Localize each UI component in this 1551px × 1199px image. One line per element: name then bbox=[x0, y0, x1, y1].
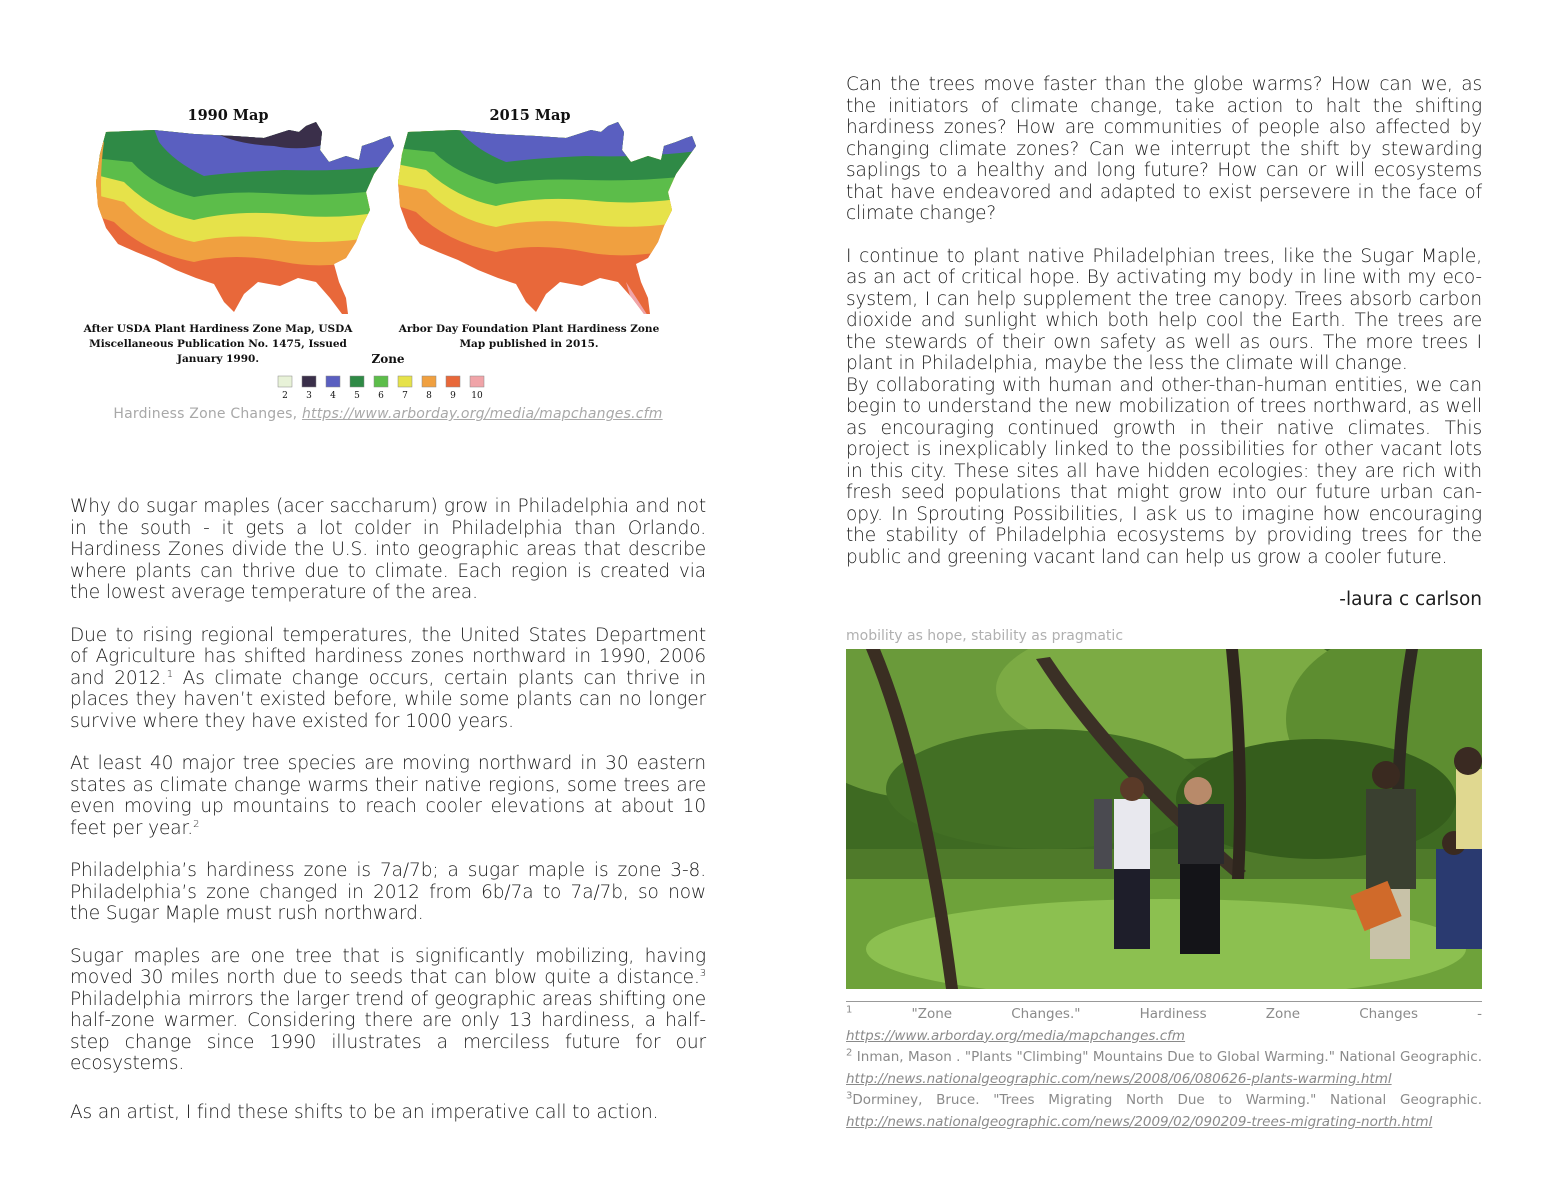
map-2015-note-line-1: Arbor Day Foundation Plant Hardiness Zone bbox=[398, 323, 660, 335]
footnote-3 bbox=[846, 1090, 1482, 1133]
zone-swatch-4 bbox=[326, 376, 340, 387]
map-1990-note-line-1: After USDA Plant Hardiness Zone Map, USDA bbox=[83, 323, 353, 335]
footnote-2-number: 2 bbox=[846, 1047, 853, 1059]
map-1990 bbox=[84, 102, 404, 322]
zone-label-7: 7 bbox=[402, 391, 408, 401]
forest-group-photo bbox=[846, 649, 1482, 989]
zone-legend-title: Zone bbox=[371, 352, 405, 366]
paragraph-mobilizing-a: Sugar maples are one tree that is significantly mobilizing, having moved 30 miles north due to seeds that can blow quite a distance. bbox=[70, 945, 706, 988]
figure-caption-link[interactable]: https://www.arborday.org/media/mapchanges.cfm bbox=[301, 406, 663, 422]
photo-figure bbox=[846, 628, 1482, 1133]
hardiness-maps-image bbox=[70, 96, 706, 406]
footnote-2-text: Inman, Mason . "Plants "Climbing" Mountains Due to Global Warming." National Geographic. bbox=[852, 1049, 1482, 1065]
zone-label-4: 4 bbox=[330, 391, 336, 401]
zone-label-2: 2 bbox=[282, 391, 288, 401]
footnote-1 bbox=[846, 1004, 1482, 1047]
map-2015-title: 2015 Map bbox=[489, 107, 571, 124]
paragraph-tree-species-text: At least 40 major tree species are moving northward in 30 eastern states as climate change warms their native regions, some trees are even moving up mountains to reach cooler elevations at about 10 feet per year. bbox=[70, 753, 706, 839]
zone-swatch-9 bbox=[446, 376, 460, 387]
map-1990-note-line-3: January 1990. bbox=[176, 353, 260, 365]
map-2015-note-line-2: Map published in 2015. bbox=[459, 338, 599, 350]
map-1990-note-line-2: Miscellaneous Publication No. 1475, Issued bbox=[89, 338, 347, 350]
zone-swatch-8 bbox=[422, 376, 436, 387]
paragraph-mobilizing bbox=[70, 946, 706, 1075]
footnote-2-link[interactable]: http://news.nationalgeographic.com/news/2008/06/080626-plants-warming.html bbox=[846, 1070, 1392, 1087]
left-text-column bbox=[70, 496, 706, 1123]
paragraph-rising-temperatures-a: Due to rising regional temperatures, the United States Department of Agriculture has shifted hardiness zones northward in 1990, 2006 and 2012. bbox=[70, 624, 706, 689]
footnote-ref-2: 2 bbox=[193, 818, 200, 830]
footnote-divider bbox=[846, 1001, 1482, 1002]
zone-label-8: 8 bbox=[426, 391, 432, 401]
zone-swatch-3 bbox=[302, 376, 316, 387]
zone-swatch-6 bbox=[374, 376, 388, 387]
map-1990-title: 1990 Map bbox=[187, 107, 269, 124]
paragraph-call-to-action: As an artist, I find these shifts to be an imperative call to action. bbox=[70, 1101, 659, 1123]
right-text-column bbox=[846, 74, 1482, 610]
zone-swatch-5 bbox=[350, 376, 364, 387]
footnote-3-number: 3 bbox=[846, 1090, 853, 1102]
footnote-3-text: Dorminey, Bruce. "Trees Migrating North Due to Warming." National Geographic. bbox=[852, 1092, 1482, 1108]
footnote-1-number: 1 bbox=[846, 1004, 853, 1016]
zone-swatch-7 bbox=[398, 376, 412, 387]
paragraph-questions: Can the trees move faster than the globe warms? How can we, as the initiators of climate change, take action to halt the shifting hardiness zones? How are communities of people also affected by changing climate zones? Can we interrupt the shift by stewarding saplings to a healthy and long future? How can or will ecosystems that have endeavored and adapted to exist persevere in the face of climate change? bbox=[846, 74, 1482, 224]
paragraph-rising-temperatures bbox=[70, 625, 706, 733]
paragraph-rising-temperatures-b: As climate change occurs, certain plants can thrive in places they haven’t existed before, while some plants can no longer survive where they have existed for 1000 years. bbox=[70, 667, 707, 732]
zone-swatch-10 bbox=[470, 376, 484, 387]
footnote-3-link[interactable]: http://news.nationalgeographic.com/news/2009/02/090209-trees-migrating-north.html bbox=[846, 1113, 1433, 1130]
paragraph-collaborating: By collaborating with human and other-than-human entities, we can begin to understand the new mobilization of trees northward, as well as encouraging continued growth in their native climates. This project is inexplicably linked to the possibilities for other vacant lots in this city. These sites all have hidden ecologies: they are rich with fresh seed populations that might grow into our future urban can-opy. In Sprouting Possibilities, I ask us to imagine how encouraging the stability of Philadelphia ecosystems by providing trees for the public and greening vacant land can help us grow a cooler future. bbox=[846, 374, 1482, 568]
paragraph-tree-species bbox=[70, 753, 706, 839]
photo-caption: mobility as hope, stability as pragmatic bbox=[846, 628, 1124, 644]
author-signature: -laura c carlson bbox=[1339, 589, 1482, 610]
map-2015 bbox=[386, 102, 706, 322]
footnote-1-text: "Zone Changes." Hardiness Zone Changes - bbox=[852, 1006, 1482, 1022]
zone-swatch-2 bbox=[278, 376, 292, 387]
figure-caption-text: Hardiness Zone Changes, bbox=[113, 406, 302, 422]
zone-label-3: 3 bbox=[306, 391, 312, 401]
footnote-1-link[interactable]: https://www.arborday.org/media/mapchanges.cfm bbox=[846, 1027, 1186, 1044]
paragraph-mobilizing-b: Philadelphia mirrors the larger trend of geographic areas shifting one half-zone warmer. Considering there are only 13 hardiness, a half-step change since 1990 illustrates a merciless future for our ecosystems. bbox=[70, 988, 706, 1074]
zone-label-5: 5 bbox=[354, 391, 360, 401]
paragraph-philadelphia-zone: Philadelphia’s hardiness zone is 7a/7b; a sugar maple is zone 3-8. Philadelphia’s zone changed in 2012 from 6b/7a to 7a/7b, so now the Sugar Maple must rush northward. bbox=[70, 860, 706, 924]
footnote-ref-1: 1 bbox=[166, 668, 173, 680]
zone-label-9: 9 bbox=[450, 391, 456, 401]
zone-legend bbox=[278, 376, 484, 401]
hardiness-map-figure bbox=[70, 96, 706, 432]
paragraph-critical-hope: I continue to plant native Philadelphian trees, like the Sugar Maple, as an act of critical hope. By activating my body in line with my eco-system, I can help supplement the tree canopy. Trees absorb carbon dioxide and sunlight which both help cool the Earth. The trees are the stewards of their own safety as well as ours. The more trees I plant in Philadelphia, maybe the less the climate will change. bbox=[846, 245, 1482, 374]
figure-caption bbox=[70, 406, 706, 422]
paragraph-sugar-maples: Why do sugar maples (acer saccharum) grow in Philadelphia and not in the south - it gets a lot colder in Philadelphia than Orlando. Hardiness Zones divide the U.S. into geographic areas that describe where plants can thrive due to climate. Each region is created via the lowest average temperature of the area. bbox=[70, 496, 706, 603]
zone-label-6: 6 bbox=[378, 391, 384, 401]
footnote-2 bbox=[846, 1047, 1482, 1090]
zone-label-10: 10 bbox=[471, 391, 483, 401]
footnote-ref-3: 3 bbox=[699, 967, 706, 979]
